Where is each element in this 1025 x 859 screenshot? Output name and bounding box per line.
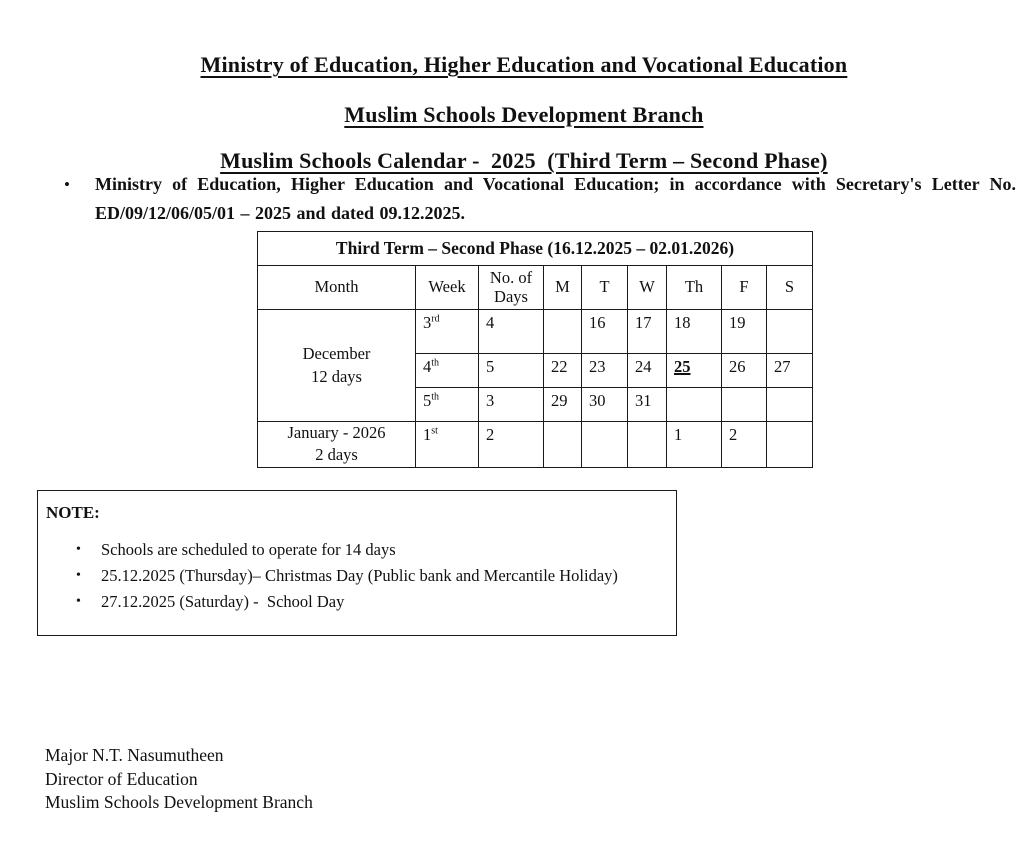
date-cell-thu: 1 <box>667 422 722 468</box>
week-ordinal-suffix: th <box>431 357 440 369</box>
week-number: 3 <box>423 313 432 332</box>
signatory-name: Major N.T. Nasumutheen <box>45 745 224 765</box>
bullet-icon: • <box>76 542 81 557</box>
month-days-count: 12 days <box>311 366 362 386</box>
week-cell <box>416 422 479 468</box>
no-of-days-cell: 5 <box>479 354 544 388</box>
week-ordinal-suffix: th <box>431 391 440 403</box>
date-cell-tue: 23 <box>582 354 628 388</box>
note-label: NOTE: <box>46 503 100 522</box>
column-header-wednesday: W <box>628 266 667 310</box>
note-item-text: Schools are scheduled to operate for 14 days <box>101 540 396 559</box>
date-cell-wed: 31 <box>628 388 667 422</box>
month-name: December <box>302 344 371 364</box>
calendar-title-heading-text: Muslim Schools Calendar - 2025 (Third Term – Second Phase) <box>220 148 828 173</box>
week-cell <box>416 310 479 354</box>
column-header-friday: F <box>722 266 767 310</box>
date-cell-wed: 24 <box>628 354 667 388</box>
signatory-branch: Muslim Schools Development Branch <box>45 792 313 812</box>
note-item-operating-days <box>76 541 676 559</box>
no-of-days-cell: 3 <box>479 388 544 422</box>
column-header-saturday: S <box>767 266 813 310</box>
month-name: January - 2026 <box>287 423 386 442</box>
note-item-text: 27.12.2025 (Saturday) - School Day <box>101 592 345 611</box>
date-cell-wed <box>628 422 667 468</box>
date-cell-fri: 19 <box>722 310 767 354</box>
month-cell-january <box>258 422 416 468</box>
signatory-title: Director of Education <box>45 768 198 789</box>
ministry-heading-text: Ministry of Education, Higher Education and Vocational Education <box>200 52 848 77</box>
date-cell-tue: 30 <box>582 388 628 422</box>
week-cell <box>416 354 479 388</box>
bullet-icon: • <box>64 175 70 194</box>
week-number: 4 <box>423 357 432 376</box>
note-list <box>38 541 676 611</box>
date-cell-fri <box>722 388 767 422</box>
table-row-january-week1 <box>258 422 813 468</box>
date-cell-mon <box>544 422 582 468</box>
column-header-tuesday: T <box>582 266 628 310</box>
intro-bullet-paragraph <box>64 170 1016 228</box>
date-cell-thu-christmas <box>667 354 722 388</box>
table-title: Third Term – Second Phase (16.12.2025 – 02.01.2026) <box>258 232 813 266</box>
no-of-days-cell: 2 <box>479 422 544 468</box>
christmas-day-date: 25 <box>674 357 691 376</box>
month-cell-december <box>258 310 416 422</box>
date-cell-mon: 22 <box>544 354 582 388</box>
school-calendar-table <box>257 231 813 468</box>
column-header-no-of-days: No. of Days <box>479 266 544 310</box>
week-cell <box>416 388 479 422</box>
date-cell-fri: 2 <box>722 422 767 468</box>
date-cell-fri: 26 <box>722 354 767 388</box>
week-ordinal-suffix: st <box>431 425 438 437</box>
intro-bullet-text: Ministry of Education, Higher Education and Vocational Education; in accordance with Secretary's Letter No. ED/09/12/06/05/01 – 2025 and dated 09.12.2025. <box>95 174 1016 223</box>
bullet-icon: • <box>76 594 81 609</box>
date-cell-thu: 18 <box>667 310 722 354</box>
note-item-christmas-day <box>76 567 676 585</box>
month-days-count: 2 days <box>315 445 358 465</box>
table-row-week3 <box>258 310 813 354</box>
column-header-monday: M <box>544 266 582 310</box>
signature-block <box>45 744 313 815</box>
table-header-row <box>258 266 813 310</box>
note-item-school-day <box>76 593 676 611</box>
date-cell-tue <box>582 422 628 468</box>
column-header-thursday: Th <box>667 266 722 310</box>
date-cell-mon <box>544 310 582 354</box>
column-header-month: Month <box>258 266 416 310</box>
date-cell-thu <box>667 388 722 422</box>
date-cell-sat <box>767 388 813 422</box>
column-header-week: Week <box>416 266 479 310</box>
week-number: 5 <box>423 391 432 410</box>
week-ordinal-suffix: rd <box>431 313 440 325</box>
date-cell-tue: 16 <box>582 310 628 354</box>
note-box <box>37 490 677 636</box>
no-of-days-cell: 4 <box>479 310 544 354</box>
note-item-text: 25.12.2025 (Thursday)– Christmas Day (Public bank and Mercantile Holiday) <box>101 566 618 585</box>
bullet-icon: • <box>76 568 81 583</box>
date-cell-sat <box>767 310 813 354</box>
date-cell-wed: 17 <box>628 310 667 354</box>
branch-heading-text: Muslim Schools Development Branch <box>344 102 704 127</box>
week-number: 1 <box>423 425 432 444</box>
date-cell-sat <box>767 422 813 468</box>
date-cell-mon: 29 <box>544 388 582 422</box>
date-cell-sat: 27 <box>767 354 813 388</box>
